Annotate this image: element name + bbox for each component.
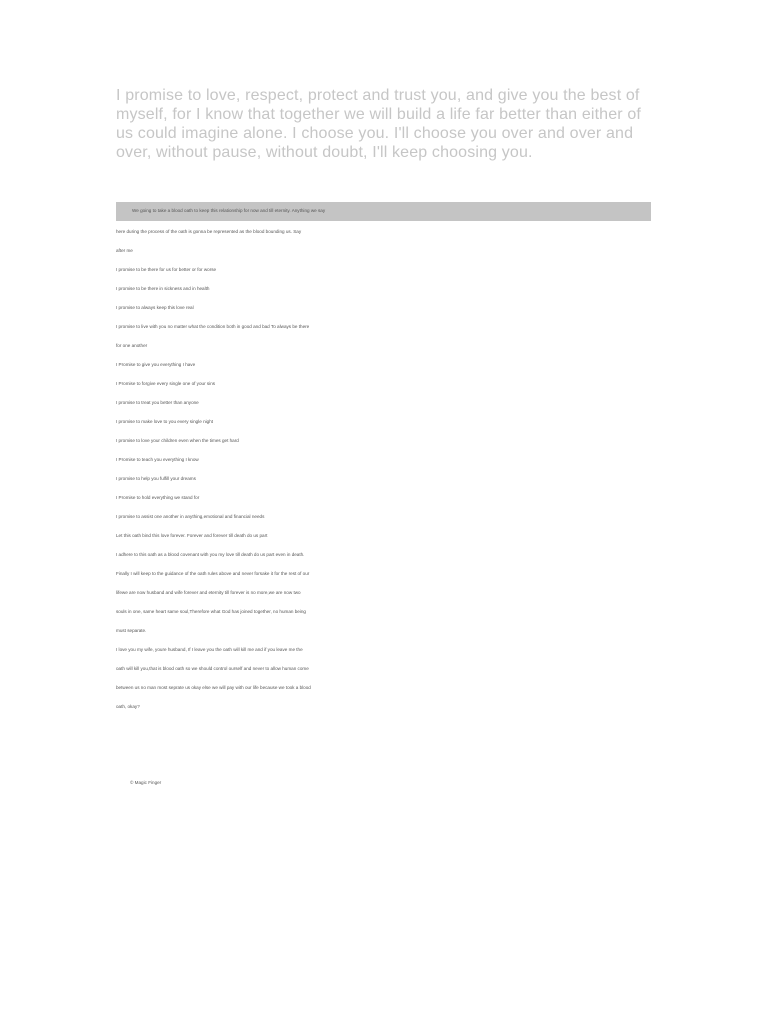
oath-line: I promise to live with you no matter what the condition both in good and bad To always be there: [116, 324, 310, 329]
oath-line: I promise to treat you better than anyone: [116, 400, 199, 405]
highlighted-banner: [116, 202, 651, 221]
oath-text-lines: [116, 229, 536, 723]
oath-line: must separate.: [116, 628, 147, 633]
oath-line: I Promise to give you everything I have: [116, 362, 196, 367]
banner-text: We going to take a blood oath to keep this relationship for now and till eternity. Anything we say: [132, 208, 326, 213]
oath-line: here during the process of the oath is gonna be represented as the blood bounding us. Say: [116, 229, 302, 234]
oath-line: between us no man most seprate us okay else we will pay with our life because we took a blood: [116, 685, 311, 690]
oath-line: after me: [116, 248, 133, 253]
oath-line: I adhere to this oath as a blood covenant with you my love till death do us part even in death.: [116, 552, 305, 557]
vow-quote: I promise to love, respect, protect and trust you, and give you the best of myself, for I know that together we will build a life far better than either of us could imagine alone. I choose you. I'll choose you over and over and over, without pause, without doubt, I'll keep choosing you.: [116, 87, 641, 161]
copyright-footer: © Magic Finger: [130, 780, 162, 785]
oath-line: Finally I will keep to the guidance of the oath rules above and never forsake it for the rest of our: [116, 571, 310, 576]
oath-line: I promise to love your children even when the times get hard: [116, 438, 239, 443]
oath-line: I Promise to forgive every single one of your sins: [116, 381, 216, 386]
oath-line: oath, okay?: [116, 704, 140, 709]
oath-line: I promise to be there in sickness and in health: [116, 286, 210, 291]
oath-line: I promise to help you fulfill your dreams: [116, 476, 196, 481]
oath-line: I promise to always keep this love real: [116, 305, 194, 310]
oath-line: I promise to assist one another in anything,emotional and financial needs: [116, 514, 265, 519]
oath-line: I promise to be there for us for better or for worse: [116, 267, 217, 272]
oath-line: lifewe are now husband and wife forever and eternity till forever is no more,we are now two: [116, 590, 301, 595]
oath-line: I Promise to hold everything we stand for: [116, 495, 200, 500]
oath-line: Let this oath bind this love forever. Forever and forever till death do us part: [116, 533, 268, 538]
oath-line: souls in one, same heart same soul,Therefore what God has joined together, no human being: [116, 609, 306, 614]
oath-line: for one another: [116, 343, 148, 348]
oath-line: oath will kill you,that is blood oath so we should control ourself and never to allow human come: [116, 666, 309, 671]
oath-line: I Promise to teach you everything I know: [116, 457, 199, 462]
oath-line: I promise to make love to you every single night: [116, 419, 214, 424]
oath-line: I love you my wife, youre husband, If I leave you the oath will kill me and if you leave me the: [116, 647, 303, 652]
